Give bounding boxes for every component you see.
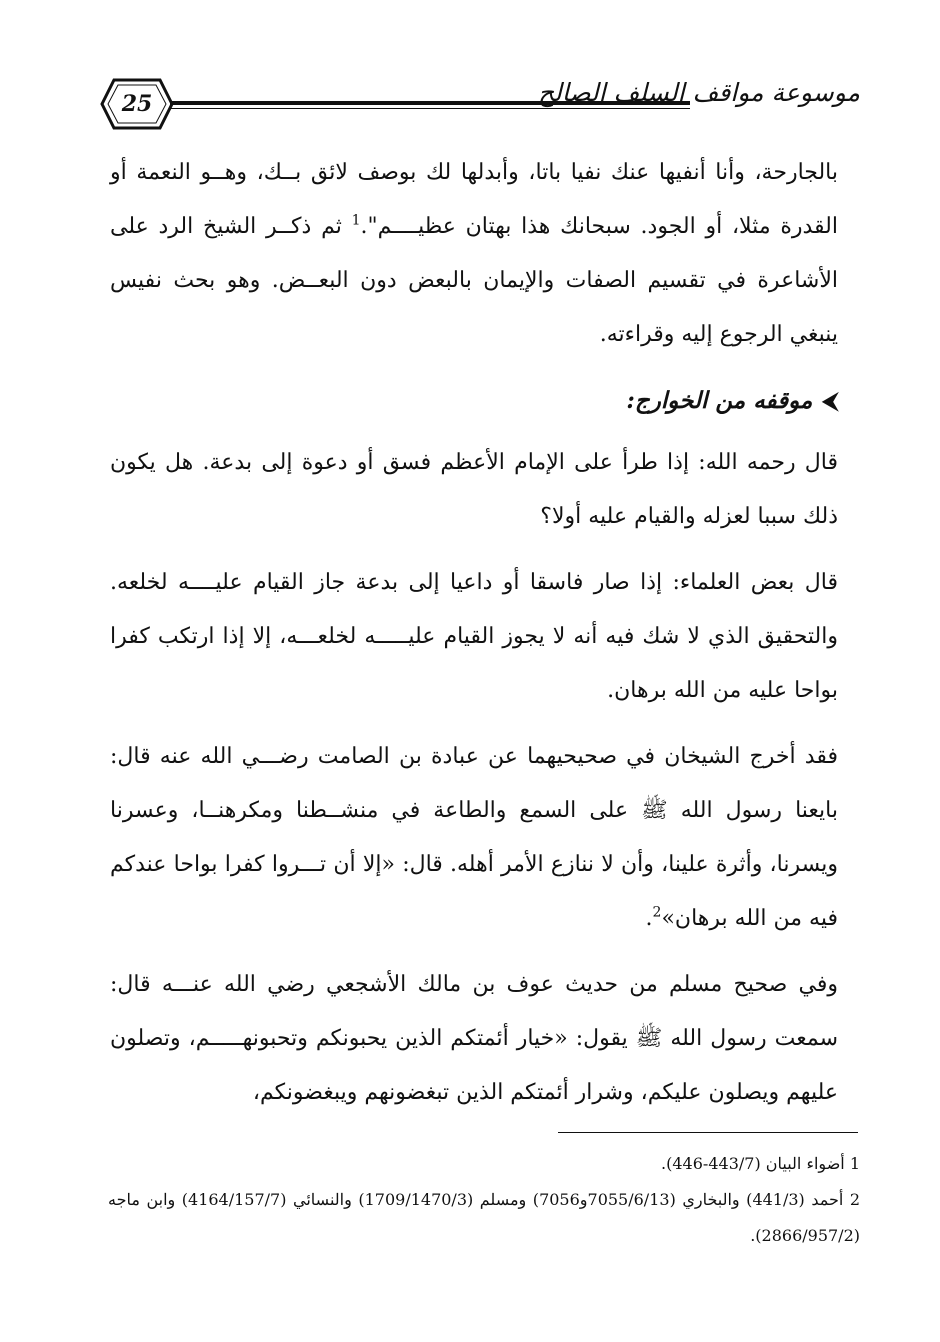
paragraph: قال رحمه الله: إذا طرأ على الإمام الأعظم فسق أو دعوة إلى بدعة. هل يكون ذلك سببا لعزله والقيام عليه أولا؟ — [110, 450, 838, 529]
section-heading — [110, 374, 838, 428]
page-number: 25 — [121, 91, 153, 117]
footnote-1: 1 أضواء البيان (443/7-446). — [661, 1154, 860, 1173]
page-header — [100, 66, 860, 146]
paragraph: بالجارحة، وأنا أنفيها عنك نفيا باتا، وأبدلها لك بوصف لائق بــك، وهــو النعمة أو القدرة مثلا، أو الجود. سبحانك هذا بهتان عظيــــم".$^1$ ثم ذكــر الشيخ الرد على الأشاعرة في تقسيم الصفات والإيمان بالبعض دون البعــض. وهو بحث نفيس ينبغي الرجوع إليه وقراءته. — [110, 160, 839, 347]
paragraph: فقد أخرج الشيخان في صحيحيهما عن عبادة بن الصامت رضـــي الله عنه قال: بايعنا رسول الله ﷺ على السمع والطاعة في منشــطنا ومكرهنــا، وعسرنا ويسرنا، وأثرة علينا، وأن لا ننازع الأمر أهله. قال: «إلا أن تـــروا كفرا بواحا عندكم فيه من الله برهان»$^2$. — [110, 744, 838, 931]
footnote-rule — [558, 1132, 858, 1133]
arrow-bullet-icon: ⮜ — [822, 388, 838, 414]
series-title: موسوعة مواقف السلف الصالح — [537, 78, 860, 107]
paragraph: قال بعض العلماء: إذا صار فاسقا أو داعيا إلى بدعة جاز القيام عليــــه لخلعه. والتحقيق الذي لا شك فيه أنه لا يجوز القيام عليـــــه لخلعـــه، إلا إذا ارتكب كفرا بواحا عليه من الله برهان. — [110, 570, 838, 703]
footnotes — [108, 1146, 860, 1254]
footnote-ref[interactable]: 1 — [351, 212, 361, 229]
body-text — [110, 146, 838, 1120]
footnote-ref[interactable]: 2 — [652, 904, 662, 921]
paragraph: وفي صحيح مسلم من حديث عوف بن مالك الأشجعي رضي الله عنـــه قال: سمعت رسول الله ﷺ يقول: «خيار أئمتكم الذين يحبونكم وتحبونهـــــم، وتصلون عليهم ويصلون عليكم، وشرار أئمتكم الذين تبغضونهم ويبغضونكم، — [110, 972, 838, 1105]
page-number-frame — [100, 76, 174, 132]
footnote-2: 2 أحمد (441/3) والبخاري (7055/6/13و7056) ومسلم (1709/1470/3) والنسائي (4164/157/7) وابن ماجه (2866/957/2). — [108, 1190, 861, 1245]
section-heading-text: موقفه من الخوارج: — [626, 387, 813, 414]
